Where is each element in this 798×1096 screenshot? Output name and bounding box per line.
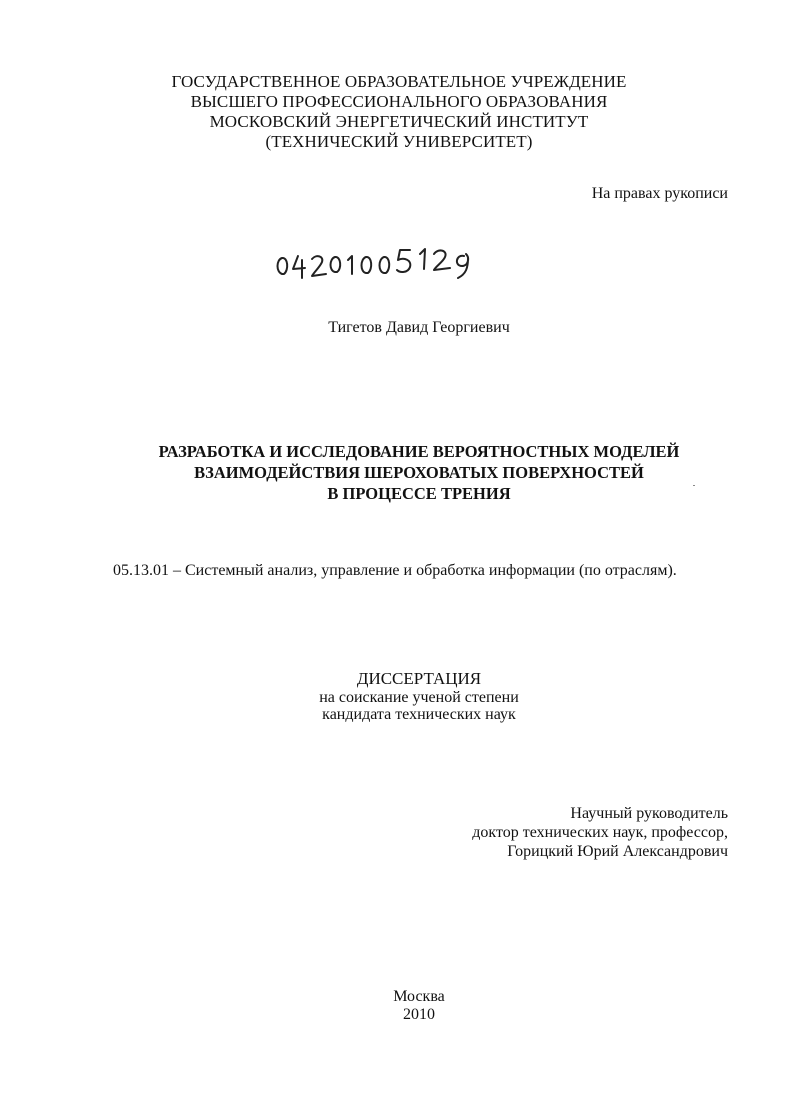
title-line-3: В ПРОЦЕССЕ ТРЕНИЯ [327, 484, 511, 503]
year: 2010 [403, 1006, 435, 1023]
dissertation-type [20, 669, 798, 723]
author-name [20, 318, 798, 338]
supervisor-line-2: доктор технических наук, профессор, [472, 824, 728, 841]
supervisor-line-3: Горицкий Юрий Александрович [507, 843, 728, 860]
rights-note: На правах рукописи [591, 185, 728, 202]
institution-line-3: МОСКОВСКИЙ ЭНЕРГЕТИЧЕСКИЙ ИНСТИТУТ [209, 112, 589, 131]
city: Москва [393, 988, 445, 1005]
place-and-year [20, 988, 798, 1024]
degree-line-2: кандидата технических наук [322, 706, 516, 723]
institution-line-2: ВЫСШЕГО ПРОФЕССИОНАЛЬНОГО ОБРАЗОВАНИЯ [190, 92, 608, 111]
dissertation-heading: ДИССЕРТАЦИЯ [356, 669, 482, 688]
degree-line-1: на соискание ученой степени [319, 689, 519, 706]
specialty-code: 05.13.01 – Системный анализ, управление и обработка информации (по отраслям). [113, 562, 677, 579]
author-name-text: Тигетов Давид Георгиевич [328, 319, 510, 336]
scan-speck [693, 485, 695, 486]
supervisor-line-1: Научный руководитель [570, 805, 728, 822]
institution-header [0, 72, 798, 152]
title-line-1: РАЗРАБОТКА И ИССЛЕДОВАНИЕ ВЕРОЯТНОСТНЫХ МОДЕЛЕЙ [158, 442, 680, 461]
handwritten-inventory-number [272, 236, 512, 288]
institution-line-4: (ТЕХНИЧЕСКИЙ УНИВЕРСИТЕТ) [265, 132, 533, 151]
title-line-2: ВЗАИМОДЕЙСТВИЯ ШЕРОХОВАТЫХ ПОВЕРХНОСТЕЙ [194, 463, 644, 482]
dissertation-title [20, 441, 798, 504]
supervisor-block [472, 804, 728, 861]
institution-line-1: ГОСУДАРСТВЕННОЕ ОБРАЗОВАТЕЛЬНОЕ УЧРЕЖДЕНИЕ [171, 72, 627, 91]
